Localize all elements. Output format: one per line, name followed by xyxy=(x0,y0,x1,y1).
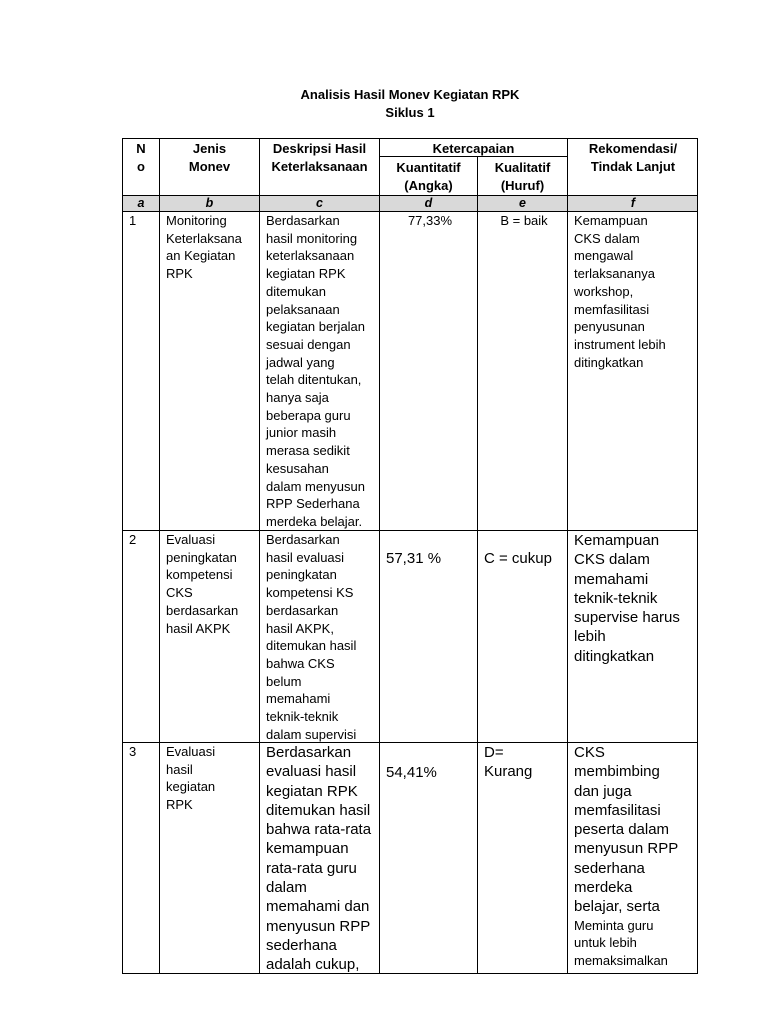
table-right-border xyxy=(697,138,698,974)
header-jenis-monev: Jenis Monev xyxy=(159,138,259,195)
row2-no: 2 xyxy=(122,530,159,742)
column-letter-e: e xyxy=(477,195,567,211)
column-letter-c: c xyxy=(259,195,379,211)
header-no: N o xyxy=(122,138,159,195)
row1-kualitatif: B = baik xyxy=(477,211,567,530)
row2-jenis: Evaluasi peningkatan kompetensi CKS berdasarkan hasil AKPK xyxy=(159,530,259,742)
column-letter-a: a xyxy=(122,195,159,211)
row3-rekomendasi-text: CKS membimbing dan juga memfasilitasi peserta dalam menyusun RPP sederhana merdeka belajar, serta xyxy=(574,744,679,916)
column-letter-f: f xyxy=(567,195,698,211)
row2-deskripsi: Berdasarkan hasil evaluasi peningkatan kompetensi KS berdasarkan hasil AKPK, ditemukan hasil bahwa CKS belum memahami teknik-teknik dalam supervisi xyxy=(259,530,379,742)
row2-kualitatif: C = cukup xyxy=(477,530,567,742)
header-deskripsi: Deskripsi Hasil Keterlaksanaan xyxy=(259,138,379,195)
header-rekomendasi: Rekomendasi/ Tindak Lanjut xyxy=(567,138,698,195)
document-subtitle: Siklus 1 xyxy=(385,105,435,120)
document-title: Analisis Hasil Monev Kegiatan RPK xyxy=(300,87,520,102)
row3-jenis: Evaluasi hasil kegiatan RPK xyxy=(159,742,259,974)
row3-deskripsi: Berdasarkan evaluasi hasil kegiatan RPK ditemukan hasil bahwa rata-rata kemampuan rata-rata guru dalam memahami dan menyusun RPP sederhana adalah cukup, xyxy=(259,742,379,974)
row1-kuantitatif: 77,33% xyxy=(379,211,477,530)
analysis-table xyxy=(122,138,698,974)
row1-deskripsi: Berdasarkan hasil monitoring keterlaksanaan kegiatan RPK ditemukan pelaksanaan kegiatan berjalan sesuai dengan jadwal yang telah ditentukan, hanya saja beberapa guru junior masih merasa sedikit kesusahan dalam menyusun RPP Sederhana merdeka belajar. xyxy=(259,211,379,530)
header-kualitatif: Kualitatif (Huruf) xyxy=(477,156,567,195)
table-bottom-border xyxy=(122,973,698,974)
row3-no: 3 xyxy=(122,742,159,974)
row2-rekomendasi: Kemampuan CKS dalam memahami teknik-teknik supervise harus lebih ditingkatkan xyxy=(567,530,698,742)
row2-kuantitatif: 57,31 % xyxy=(379,530,477,742)
column-letter-b: b xyxy=(159,195,259,211)
column-letter-d: d xyxy=(379,195,477,211)
row1-rekomendasi: Kemampuan CKS dalam mengawal terlaksananya workshop, memfasilitasi penyusunan instrument lebih ditingkatkan xyxy=(567,211,698,530)
row3-kuantitatif: 54,41% xyxy=(379,742,477,974)
row1-no: 1 xyxy=(122,211,159,530)
row3-rekomendasi-continued: Meminta guru untuk lebih memaksimalkan xyxy=(574,917,668,969)
header-kuantitatif: Kuantitatif (Angka) xyxy=(379,156,477,195)
header-ketercapaian: Ketercapaian xyxy=(379,138,567,156)
row1-jenis: Monitoring Keterlaksana an Kegiatan RPK xyxy=(159,211,259,530)
row3-rekomendasi xyxy=(567,742,698,974)
row3-kualitatif: D= Kurang xyxy=(477,742,567,974)
